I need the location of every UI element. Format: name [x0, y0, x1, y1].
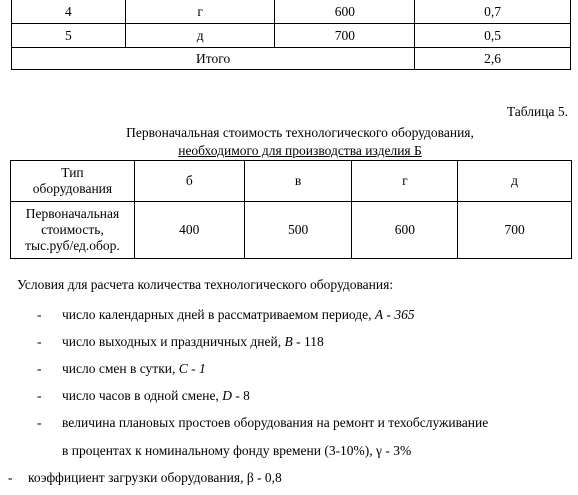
- row-label-text: Первоначальная: [25, 206, 120, 221]
- table-cell: 500: [244, 202, 352, 259]
- item-variable: А - 365: [374, 307, 415, 322]
- list-item-continuation: в процентах к номинальному фонду времени (3-10%), γ - 3%: [62, 443, 412, 458]
- table-title-line: необходимого для производства изделия Б: [178, 143, 422, 158]
- header-cell: [11, 161, 135, 202]
- equipment-load-table: [11, 0, 571, 70]
- table-header-row: [11, 161, 572, 202]
- table-caption: Таблица 5.: [506, 104, 568, 119]
- row-label-text: тыс.руб/ед.обор.: [25, 238, 120, 253]
- conditions-heading: Условия для расчета количества технологического оборудования:: [17, 277, 394, 292]
- row-label-cell: [11, 202, 135, 259]
- table-title: [40, 124, 560, 160]
- header-cell: д: [458, 161, 572, 202]
- item-text: число календарных дней в рассматриваемом периоде,: [62, 307, 375, 322]
- table-cell: 400: [134, 202, 244, 259]
- item-variable: С - 1: [178, 361, 206, 376]
- header-cell: г: [352, 161, 458, 202]
- item-text: число часов в одной смене,: [62, 388, 223, 403]
- row-label-text: стоимость,: [41, 222, 104, 237]
- item-text: число смен в сутки,: [62, 361, 179, 376]
- list-item-text: [62, 361, 206, 377]
- table-cell: 0,7: [415, 0, 571, 24]
- item-variable: D: [222, 388, 232, 403]
- list-item-text: [62, 307, 415, 323]
- list-dash: -: [37, 307, 42, 322]
- equipment-cost-table: [10, 160, 572, 259]
- list-item-text: величина плановых простоев оборудования на ремонт и техобслуживание: [62, 415, 489, 430]
- table-cell: 4: [12, 0, 126, 24]
- table-row: [12, 24, 571, 48]
- table-cell: 600: [275, 0, 415, 24]
- header-cell: в: [244, 161, 352, 202]
- item-text: число выходных и праздничных дней,: [62, 334, 285, 349]
- list-item-text: [62, 388, 250, 404]
- list-item-text: [62, 334, 324, 350]
- item-variable: В: [284, 334, 293, 349]
- table-cell: д: [125, 24, 275, 48]
- item-value: - 8: [231, 388, 250, 403]
- list-dash: -: [37, 361, 42, 376]
- total-label: Итого: [12, 48, 415, 70]
- list-dash: -: [8, 470, 13, 485]
- table-cell: 600: [352, 202, 458, 259]
- table-cell: г: [125, 0, 275, 24]
- header-text: оборудования: [32, 181, 113, 196]
- table-total-row: [12, 48, 571, 70]
- table-cell: 700: [275, 24, 415, 48]
- table-cell: 700: [458, 202, 572, 259]
- item-value: - 118: [292, 334, 324, 349]
- total-value: 2,6: [415, 48, 571, 70]
- list-dash: -: [37, 388, 42, 403]
- header-cell: б: [134, 161, 244, 202]
- table-row: [11, 202, 572, 259]
- list-item-text: коэффициент загрузки оборудования, β - 0,8: [28, 470, 282, 485]
- table-row: [12, 0, 571, 24]
- table-title-line: Первоначальная стоимость технологического оборудования,: [126, 125, 474, 140]
- list-dash: -: [37, 415, 42, 430]
- list-dash: -: [37, 334, 42, 349]
- table-cell: 5: [12, 24, 126, 48]
- header-text: Тип: [61, 165, 84, 180]
- table-cell: 0,5: [415, 24, 571, 48]
